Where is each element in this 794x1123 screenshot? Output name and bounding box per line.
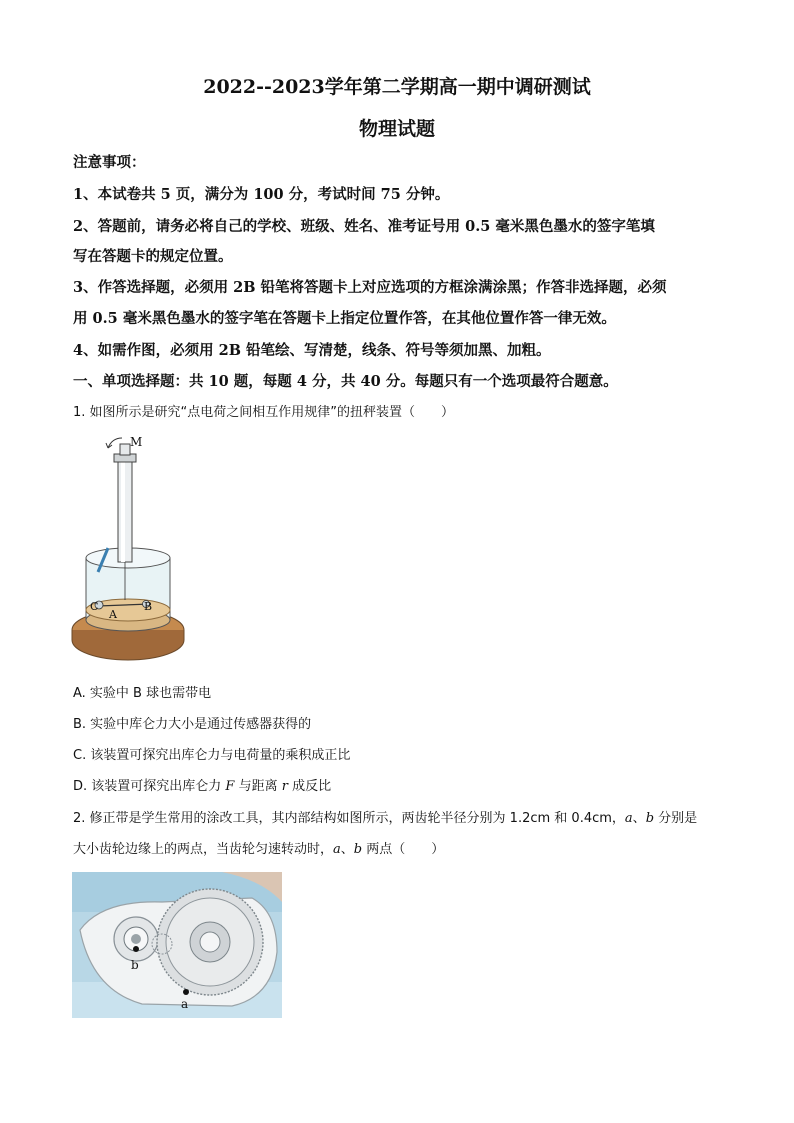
q1-option-a: A. 实验中 B 球也需带电 bbox=[73, 686, 212, 701]
section-heading: 一、单项选择题：共 10 题，每题 4 分，共 40 分。每题只有一个选项最符合题意。 bbox=[73, 373, 618, 390]
q1-stem: 1. 如图所示是研究“点电荷之间相互作用规律”的扭秤装置（ ） bbox=[73, 405, 455, 420]
q1-option-b: B. 实验中库仑力大小是通过传感器获得的 bbox=[73, 717, 312, 732]
label-b: B bbox=[144, 600, 153, 613]
note-line-5: 用 0.5 毫米黑色墨水的签字笔在答题卡上指定位置作答，在其他位置作答一律无效。 bbox=[73, 310, 616, 327]
note-line-4: 3、作答选择题，必须用 2B 铅笔将答题卡上对应选项的方框涂满涂黑；作答非选择题，必须 bbox=[73, 279, 667, 296]
label-b-point: b bbox=[131, 958, 139, 972]
q2-stem-line-2: 大小齿轮边缘上的两点，当齿轮匀速转动时，a、b 两点（ ） bbox=[73, 842, 445, 857]
notes-heading: 注意事项： bbox=[73, 154, 146, 171]
correction-tape-figure bbox=[72, 872, 282, 1018]
label-c: C bbox=[90, 600, 99, 613]
page-subtitle: 物理试题 bbox=[358, 118, 435, 140]
q1-option-c: C. 该装置可探究出库仑力与电荷量的乘积成正比 bbox=[73, 748, 351, 763]
q1-option-d: D. 该装置可探究出库仑力 F 与距离 r 成反比 bbox=[73, 779, 332, 794]
q2-stem-line-1: 2. 修正带是学生常用的涂改工具，其内部结构如图所示，两齿轮半径分别为 1.2cm 和 0.4cm，a、b 分别是 bbox=[73, 811, 698, 826]
label-m: M bbox=[130, 435, 143, 449]
label-a: A bbox=[109, 608, 117, 621]
page-title: 2022--2023学年第二学期高一期中调研测试 bbox=[203, 76, 591, 98]
note-line-3: 写在答题卡的规定位置。 bbox=[73, 248, 233, 265]
label-a-point: a bbox=[181, 997, 189, 1011]
note-line-6: 4、如需作图，必须用 2B 铅笔绘、写清楚，线条、符号等须加黑、加粗。 bbox=[73, 342, 551, 359]
note-line-1: 1、本试卷共 5 页，满分为 100 分，考试时间 75 分钟。 bbox=[73, 186, 450, 203]
note-line-2: 2、答题前，请务必将自己的学校、班级、姓名、准考证号用 0.5 毫米黑色墨水的签字笔填 bbox=[73, 218, 655, 235]
torsion-balance-figure bbox=[68, 430, 188, 665]
